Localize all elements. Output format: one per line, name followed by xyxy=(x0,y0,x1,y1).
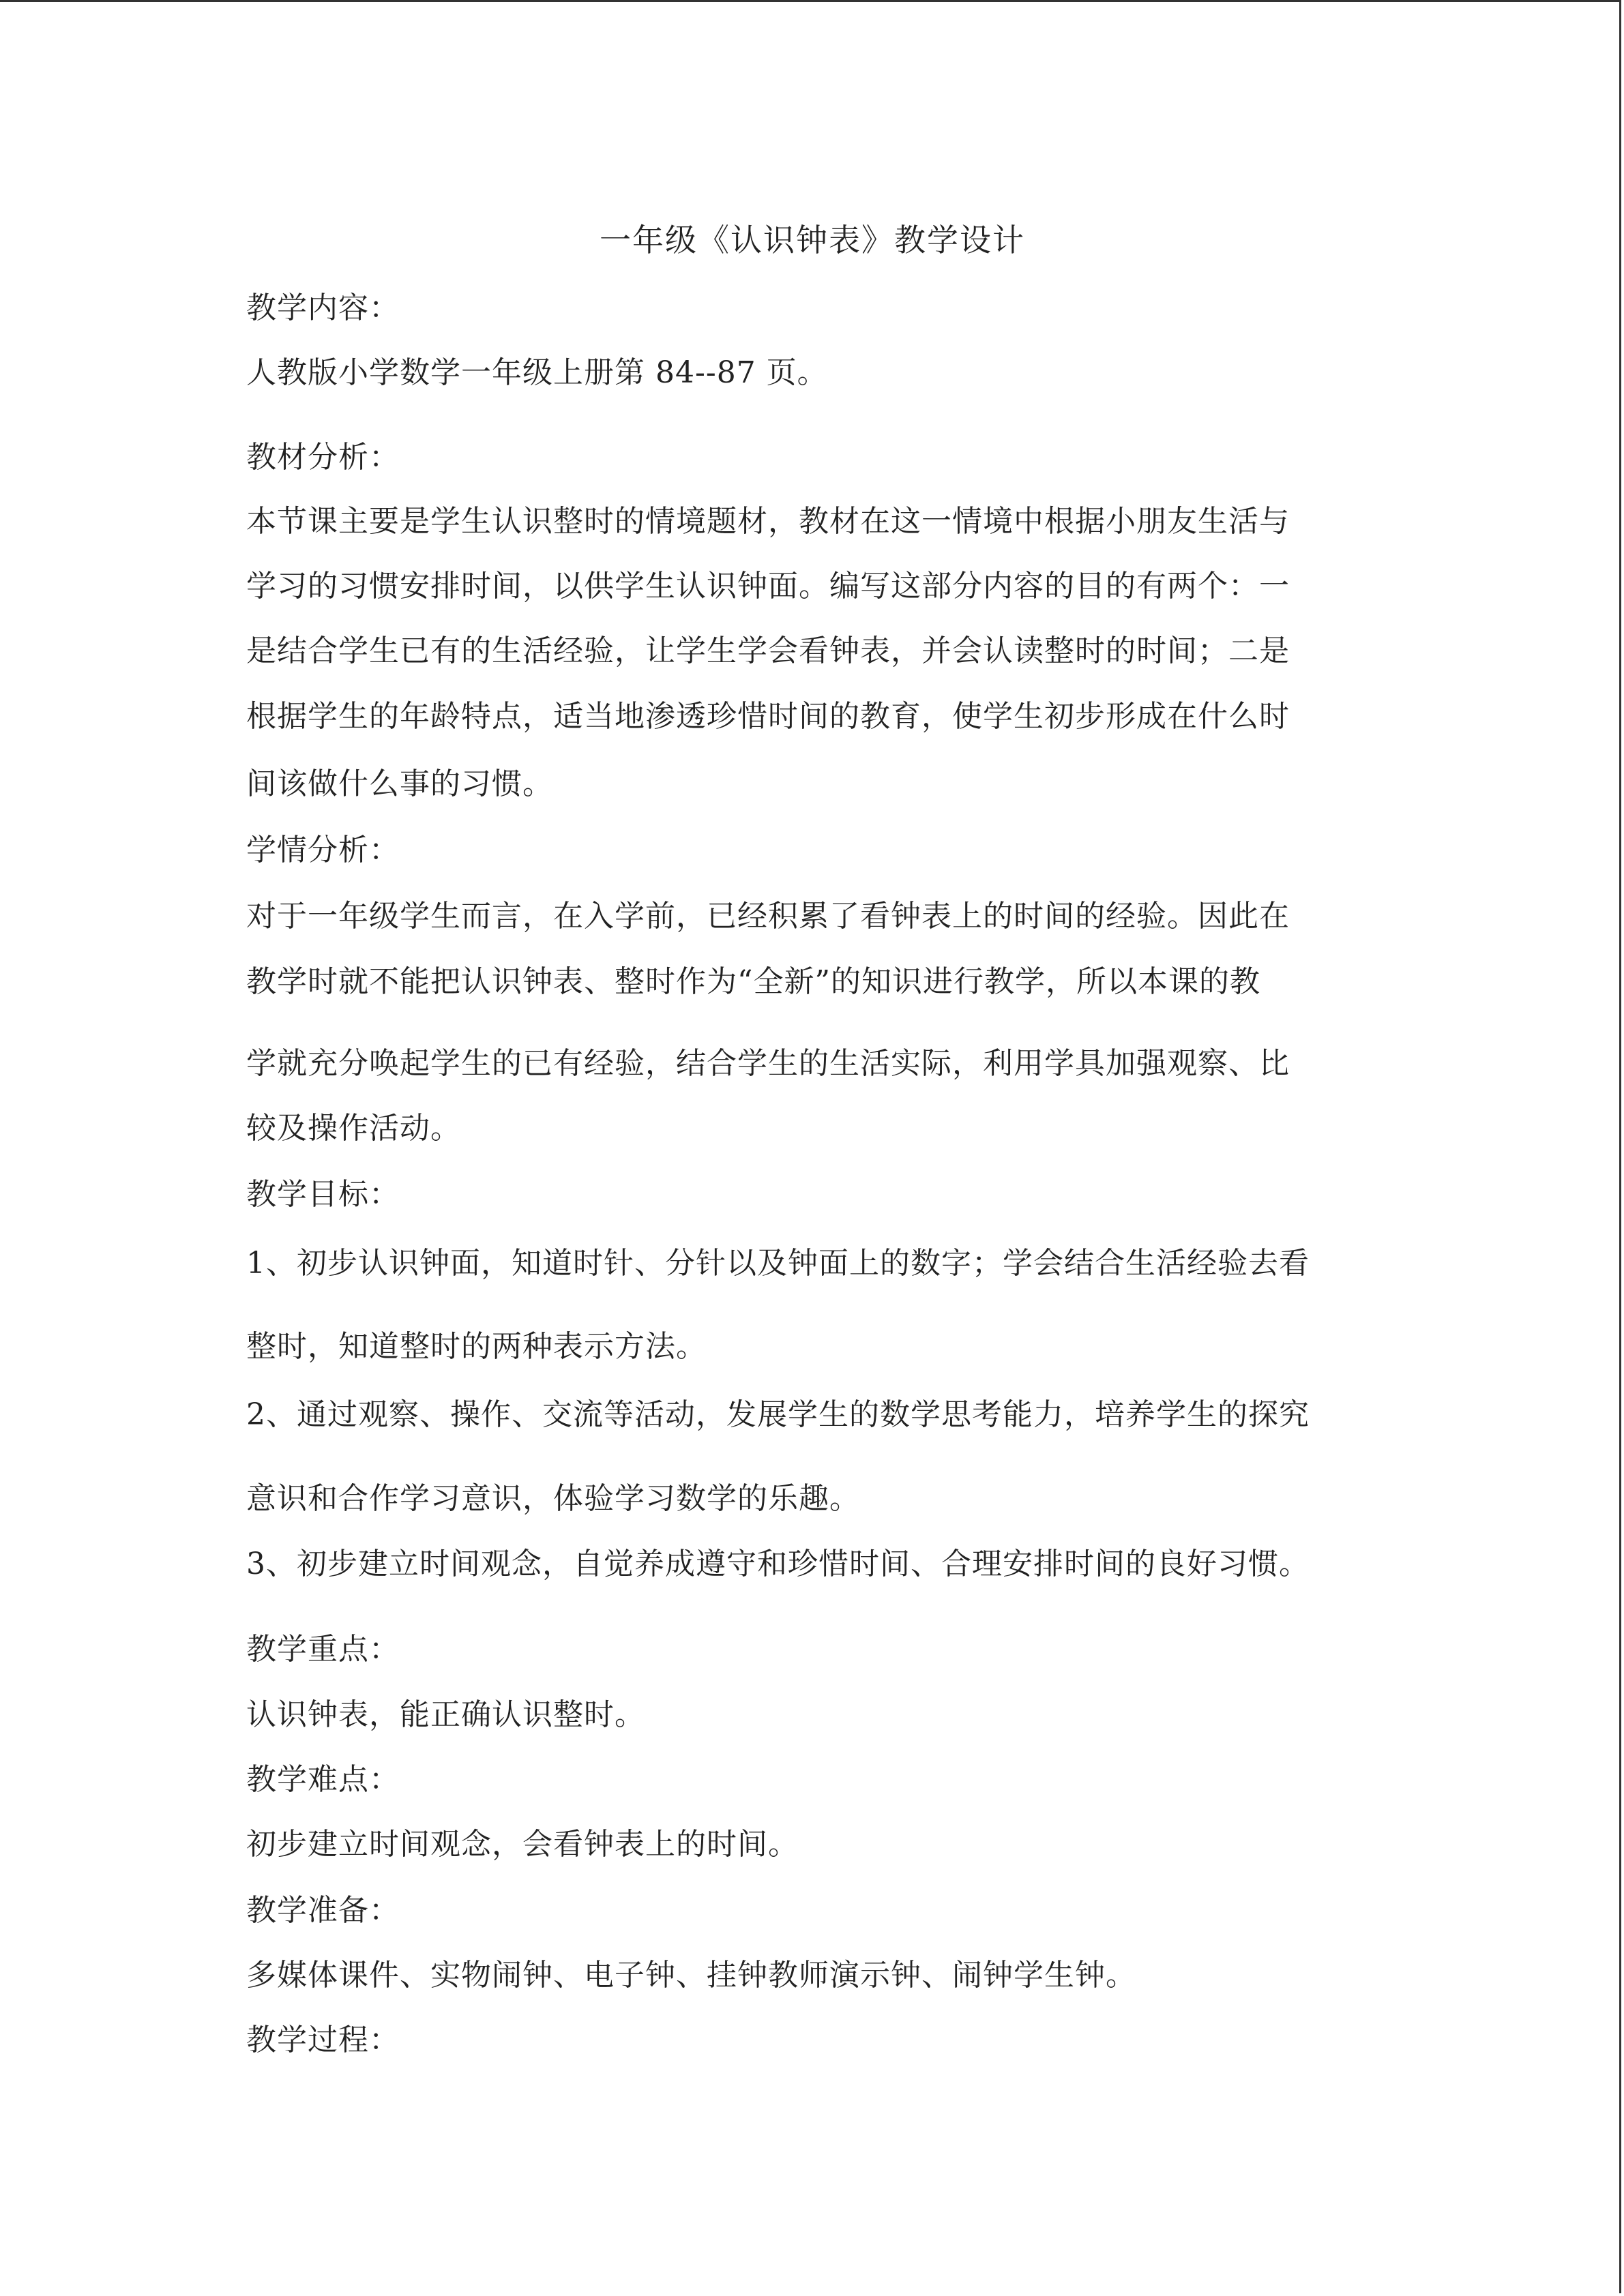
paragraph-line: 学就充分唤起学生的已有经验，结合学生的生活实际，利用学具加强观察、比 xyxy=(246,1046,1290,1081)
paragraph-line: 较及操作活动。 xyxy=(246,1111,461,1146)
paragraph-line: 是结合学生已有的生活经验，让学生学会看钟表，并会认读整时的时间；二是 xyxy=(246,633,1290,668)
objective-line: 意识和合作学习意识，体验学习数学的乐趣。 xyxy=(246,1481,860,1516)
paragraph-line: 教学时就不能把认识钟表、整时作为“全新”的知识进行教学，所以本课的教 xyxy=(246,964,1260,999)
paragraph-line: 间该做什么事的习惯。 xyxy=(246,766,553,801)
heading-difficult-points: 教学难点： xyxy=(246,1762,400,1797)
document-title: 一年级《认识钟表》教学设计 xyxy=(600,222,1025,258)
paragraph-line: 多媒体课件、实物闹钟、电子钟、挂钟教师演示钟、闹钟学生钟。 xyxy=(246,1958,1136,1993)
heading-teaching-objectives: 教学目标： xyxy=(246,1177,400,1212)
objective-line: 1、初步认识钟面，知道时针、分针以及钟面上的数字；学会结合生活经验去看 xyxy=(246,1246,1310,1281)
paragraph-line: 人教版小学数学一年级上册第 84--87 页。 xyxy=(246,355,828,390)
paragraph-line: 认识钟表，能正确认识整时。 xyxy=(246,1697,645,1732)
objective-line: 整时，知道整时的两种表示方法。 xyxy=(246,1329,707,1364)
paragraph-line: 根据学生的年龄特点，适当地渗透珍惜时间的教育，使学生初步形成在什么时 xyxy=(246,699,1290,734)
heading-teaching-process: 教学过程： xyxy=(246,2023,400,2057)
heading-material-analysis: 教材分析： xyxy=(246,440,400,475)
objective-line: 2、通过观察、操作、交流等活动，发展学生的数学思考能力，培养学生的探究 xyxy=(246,1397,1310,1432)
paragraph-line: 对于一年级学生而言，在入学前，已经积累了看钟表上的时间的经验。因此在 xyxy=(246,899,1290,934)
heading-student-analysis: 学情分析： xyxy=(246,833,400,867)
objective-line: 3、初步建立时间观念，自觉养成遵守和珍惜时间、合理安排时间的良好习惯。 xyxy=(246,1547,1310,1581)
heading-key-points: 教学重点： xyxy=(246,1632,400,1667)
paragraph-line: 学习的习惯安排时间，以供学生认识钟面。编写这部分内容的目的有两个：一 xyxy=(246,569,1290,603)
heading-teaching-content: 教学内容： xyxy=(246,290,400,325)
heading-preparation: 教学准备： xyxy=(246,1893,400,1928)
paragraph-line: 初步建立时间观念，会看钟表上的时间。 xyxy=(246,1827,799,1862)
paragraph-line: 本节课主要是学生认识整时的情境题材，教材在这一情境中根据小朋友生活与 xyxy=(246,504,1290,539)
